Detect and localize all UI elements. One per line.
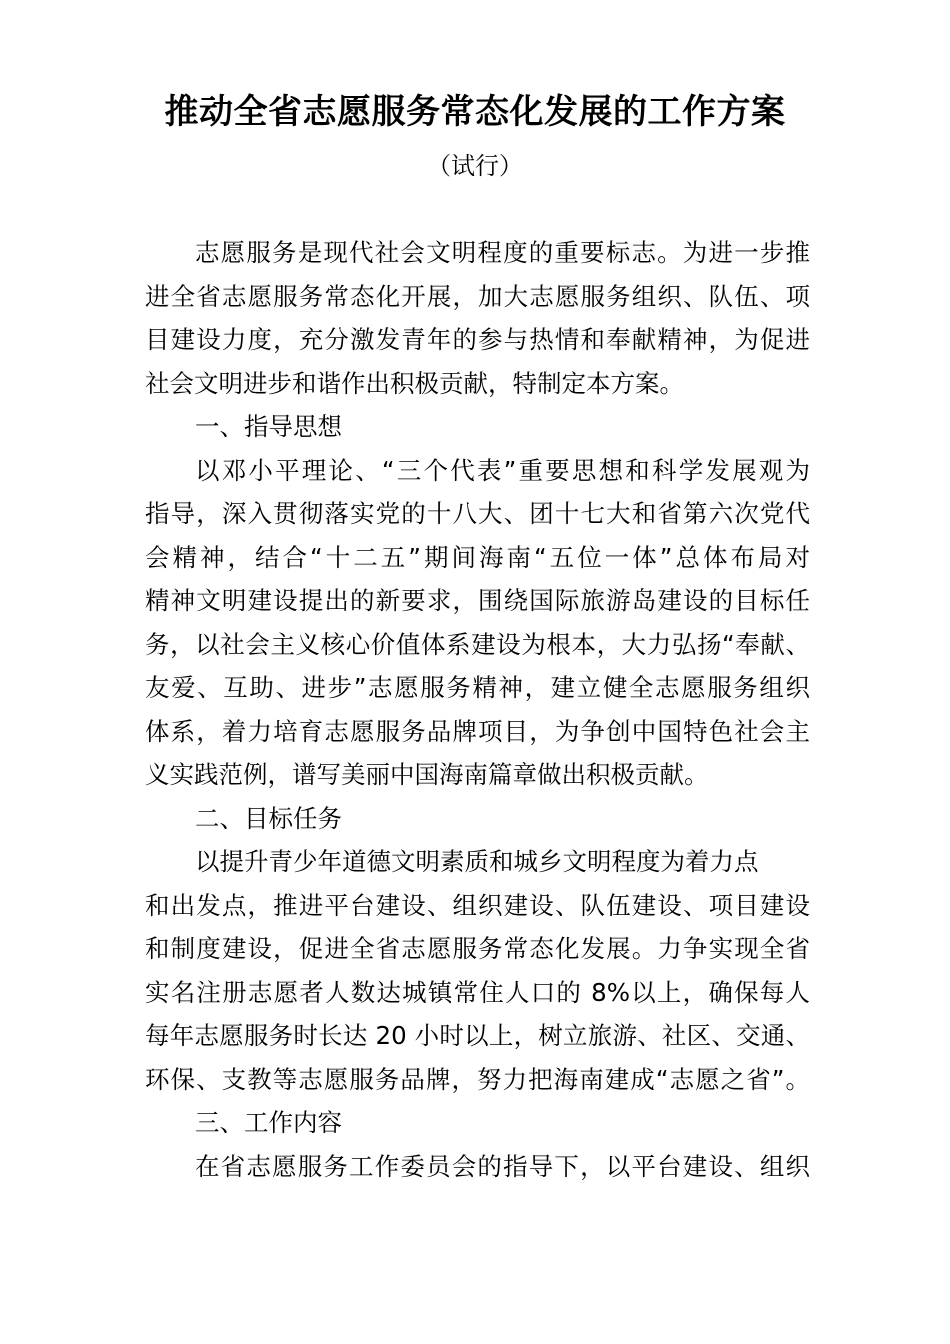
paragraph-line: 和出发点，推进平台建设、组织建设、队伍建设、项目建设 [145, 890, 810, 920]
paragraph-line: 务，以社会主义核心价值体系建设为根本，大力弘扬“奉献、 [145, 629, 810, 659]
section-heading: 一、指导思想 [195, 412, 342, 441]
document-body [145, 231, 810, 1188]
paragraph-line: 指导，深入贯彻落实党的十八大、团十七大和省第六次党代 [145, 499, 810, 528]
paragraph-line: 以提升青少年道德文明素质和城乡文明程度为着力点 [195, 847, 759, 876]
paragraph-line: 友爱、互助、进步”志愿服务精神，建立健全志愿服务组织 [145, 673, 810, 702]
paragraph-line: 精神文明建设提出的新要求，围绕国际旅游岛建设的目标任 [145, 586, 810, 615]
paragraph-line: 志愿服务是现代社会文明程度的重要标志。为进一步推 [195, 238, 810, 267]
section-heading: 二、目标任务 [195, 803, 342, 833]
section-heading: 三、工作内容 [195, 1108, 342, 1137]
document-subtitle: （试行） [427, 152, 523, 180]
paragraph-line: 实名注册志愿者人数达城镇常住人口的 8%以上，确保每人 [145, 977, 810, 1007]
paragraph-line: 和制度建设，促进全省志愿服务常态化发展。力争实现全省 [145, 934, 810, 963]
paragraph-line: 体系，着力培育志愿服务品牌项目，为争创中国特色社会主 [145, 716, 810, 746]
paragraph-line: 目建设力度，充分激发青年的参与热情和奉献精神，为促进 [145, 325, 810, 354]
paragraph-line: 义实践范例，谱写美丽中国海南篇章做出积极贡献。 [145, 760, 709, 789]
paragraph-line: 进全省志愿服务常态化开展，加大志愿服务组织、队伍、项 [145, 281, 810, 311]
document-title: 推动全省志愿服务常态化发展的工作方案 [164, 92, 786, 132]
paragraph-line: 社会文明进步和谐作出积极贡献，特制定本方案。 [145, 368, 684, 398]
paragraph-line: 以邓小平理论、“三个代表”重要思想和科学发展观为 [195, 455, 810, 485]
paragraph-line: 每年志愿服务时长达 20 小时以上，树立旅游、社区、交通、 [145, 1021, 810, 1050]
paragraph-line: 在省志愿服务工作委员会的指导下，以平台建设、组织 [195, 1151, 810, 1181]
paragraph-line: 环保、支教等志愿服务品牌，努力把海南建成“志愿之省”。 [145, 1064, 810, 1094]
paragraph-line: 会精神，结合“十二五”期间海南“五位一体”总体布局对 [145, 542, 810, 572]
